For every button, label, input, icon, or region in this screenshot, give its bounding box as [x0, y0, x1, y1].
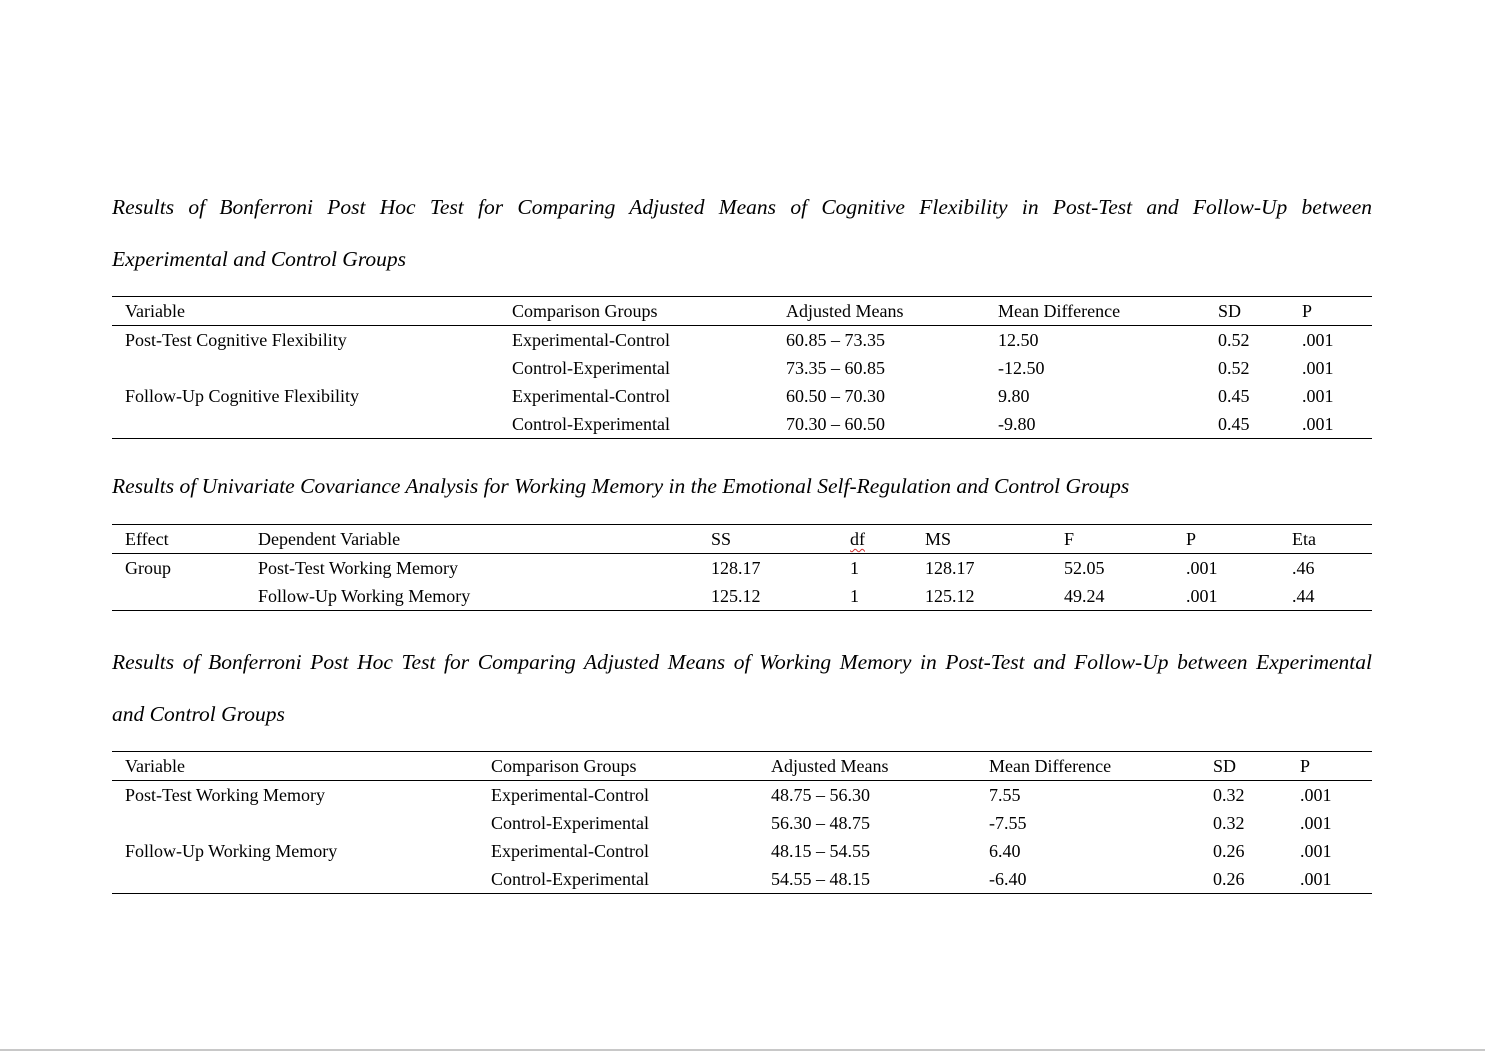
table-row	[112, 582, 1372, 611]
cell-p: .001	[1300, 785, 1332, 805]
cell-adjusted-means: 54.55 – 48.15	[771, 865, 989, 894]
cell-comparison: Experimental-Control	[512, 330, 670, 350]
table2-header-p: P	[1186, 525, 1292, 554]
cell-comparison: Control-Experimental	[491, 865, 771, 894]
table2-caption	[112, 460, 1372, 512]
table1-header-variable: Variable	[112, 297, 512, 326]
cell-p: .001	[1302, 386, 1334, 406]
table2-header-ms: MS	[925, 525, 1064, 554]
cell-ms: 125.12	[925, 582, 1064, 611]
table3-header-variable: Variable	[112, 752, 491, 781]
cell-adjusted-means: 73.35 – 60.85	[786, 358, 885, 378]
table2-header-df	[850, 525, 925, 554]
table2-caption-line: Results of Univariate Covariance Analysis for Working Memory in the Emotional Self-Regulation and Control Groups	[112, 474, 1130, 498]
table2-univariate-covariance	[112, 524, 1372, 611]
cell-ss: 125.12	[711, 582, 850, 611]
cell-sd: 0.45	[1218, 386, 1250, 406]
table3-header-row	[112, 752, 1372, 781]
table-row	[112, 382, 1372, 410]
cell-p: .001	[1302, 330, 1334, 350]
table1-caption-line1: Results of Bonferroni Post Hoc Test for Comparing Adjusted Means of Cognitive Flexibility in Post-Test and Follow-Up between	[112, 195, 1372, 219]
cell-variable	[112, 865, 491, 894]
cell-sd: 0.32	[1213, 785, 1245, 805]
table3-header-mean-difference: Mean Difference	[989, 752, 1213, 781]
cell-mean-difference: 12.50	[998, 330, 1039, 350]
cell-df: 1	[850, 582, 925, 611]
table-row	[112, 410, 1372, 439]
cell-adjusted-means: 48.75 – 56.30	[771, 785, 870, 805]
cell-p: .001	[1300, 813, 1332, 833]
cell-p: .001	[1300, 841, 1332, 861]
cell-effect	[112, 582, 258, 611]
cell-adjusted-means: 60.50 – 70.30	[786, 386, 885, 406]
table1-header-p: P	[1302, 297, 1372, 326]
cell-adjusted-means: 56.30 – 48.75	[771, 813, 870, 833]
cell-p: .001	[1186, 582, 1292, 611]
cell-effect: Group	[125, 558, 171, 578]
table2-header-row	[112, 525, 1372, 554]
cell-ss: 128.17	[711, 558, 761, 578]
cell-sd: 0.45	[1218, 410, 1302, 439]
cell-mean-difference: -7.55	[989, 813, 1027, 833]
cell-variable	[112, 809, 491, 837]
cell-variable	[112, 354, 512, 382]
cell-sd: 0.26	[1213, 865, 1300, 894]
cell-mean-difference: -9.80	[998, 410, 1218, 439]
table2-header-effect: Effect	[112, 525, 258, 554]
table-row	[112, 354, 1372, 382]
cell-mean-difference: 7.55	[989, 785, 1021, 805]
table3-header-comparison: Comparison Groups	[491, 752, 771, 781]
cell-adjusted-means: 70.30 – 60.50	[786, 410, 998, 439]
cell-dependent-variable: Post-Test Working Memory	[258, 558, 458, 578]
cell-adjusted-means: 60.85 – 73.35	[786, 330, 885, 350]
cell-comparison: Control-Experimental	[512, 410, 786, 439]
table-row	[112, 865, 1372, 894]
page-bottom-edge	[0, 1049, 1485, 1051]
table1-header-mean-difference: Mean Difference	[998, 297, 1218, 326]
cell-comparison: Experimental-Control	[512, 386, 670, 406]
table-row	[112, 837, 1372, 865]
cell-comparison: Experimental-Control	[491, 785, 649, 805]
cell-sd: 0.32	[1213, 813, 1245, 833]
table3-header-sd: SD	[1213, 752, 1300, 781]
table3-caption	[112, 636, 1372, 740]
table1-bonferroni-cognitive-flexibility	[112, 296, 1372, 439]
table-row	[112, 326, 1372, 355]
cell-mean-difference: 9.80	[998, 386, 1030, 406]
table1-header-comparison: Comparison Groups	[512, 297, 786, 326]
cell-sd: 0.52	[1218, 330, 1250, 350]
cell-comparison: Control-Experimental	[491, 813, 649, 833]
cell-p: .001	[1300, 865, 1372, 894]
cell-variable: Follow-Up Working Memory	[125, 841, 338, 861]
table1-caption	[112, 181, 1372, 285]
cell-variable: Post-Test Cognitive Flexibility	[125, 330, 347, 350]
cell-mean-difference: 6.40	[989, 841, 1021, 861]
cell-f: 49.24	[1064, 582, 1186, 611]
cell-p: .001	[1186, 558, 1218, 578]
cell-sd: 0.52	[1218, 358, 1250, 378]
table2-header-ss: SS	[711, 525, 850, 554]
cell-adjusted-means: 48.15 – 54.55	[771, 841, 870, 861]
table3-caption-line1: Results of Bonferroni Post Hoc Test for Comparing Adjusted Means of Working Memory in Post-Test and Follow-Up between Experimental	[112, 650, 1372, 674]
cell-comparison: Experimental-Control	[491, 841, 649, 861]
cell-dependent-variable: Follow-Up Working Memory	[258, 582, 711, 611]
table3-header-p: P	[1300, 752, 1372, 781]
table2-header-eta: Eta	[1292, 525, 1372, 554]
table1-header-adjusted-means: Adjusted Means	[786, 297, 998, 326]
table3-header-adjusted-means: Adjusted Means	[771, 752, 989, 781]
table1-header-row	[112, 297, 1372, 326]
table-row	[112, 554, 1372, 583]
table-row	[112, 809, 1372, 837]
cell-comparison: Control-Experimental	[512, 358, 670, 378]
cell-sd: 0.26	[1213, 841, 1245, 861]
cell-ms: 128.17	[925, 558, 975, 578]
table3-bonferroni-working-memory	[112, 751, 1372, 894]
cell-mean-difference: -12.50	[998, 358, 1045, 378]
cell-df: 1	[850, 558, 859, 578]
table3-caption-line2: and Control Groups	[112, 702, 285, 726]
table2-header-f: F	[1064, 525, 1186, 554]
table1-header-sd: SD	[1218, 297, 1302, 326]
table1-caption-line2: Experimental and Control Groups	[112, 247, 407, 271]
table2-header-df-text: df	[850, 529, 865, 549]
cell-p: .001	[1302, 358, 1334, 378]
cell-eta: .44	[1292, 582, 1372, 611]
cell-variable: Post-Test Working Memory	[125, 785, 325, 805]
cell-variable	[112, 410, 512, 439]
cell-mean-difference: -6.40	[989, 865, 1213, 894]
cell-p: .001	[1302, 410, 1372, 439]
table2-header-dependent-variable: Dependent Variable	[258, 525, 711, 554]
cell-variable: Follow-Up Cognitive Flexibility	[125, 386, 360, 406]
cell-f: 52.05	[1064, 558, 1105, 578]
table-row	[112, 781, 1372, 810]
cell-eta: .46	[1292, 558, 1315, 578]
